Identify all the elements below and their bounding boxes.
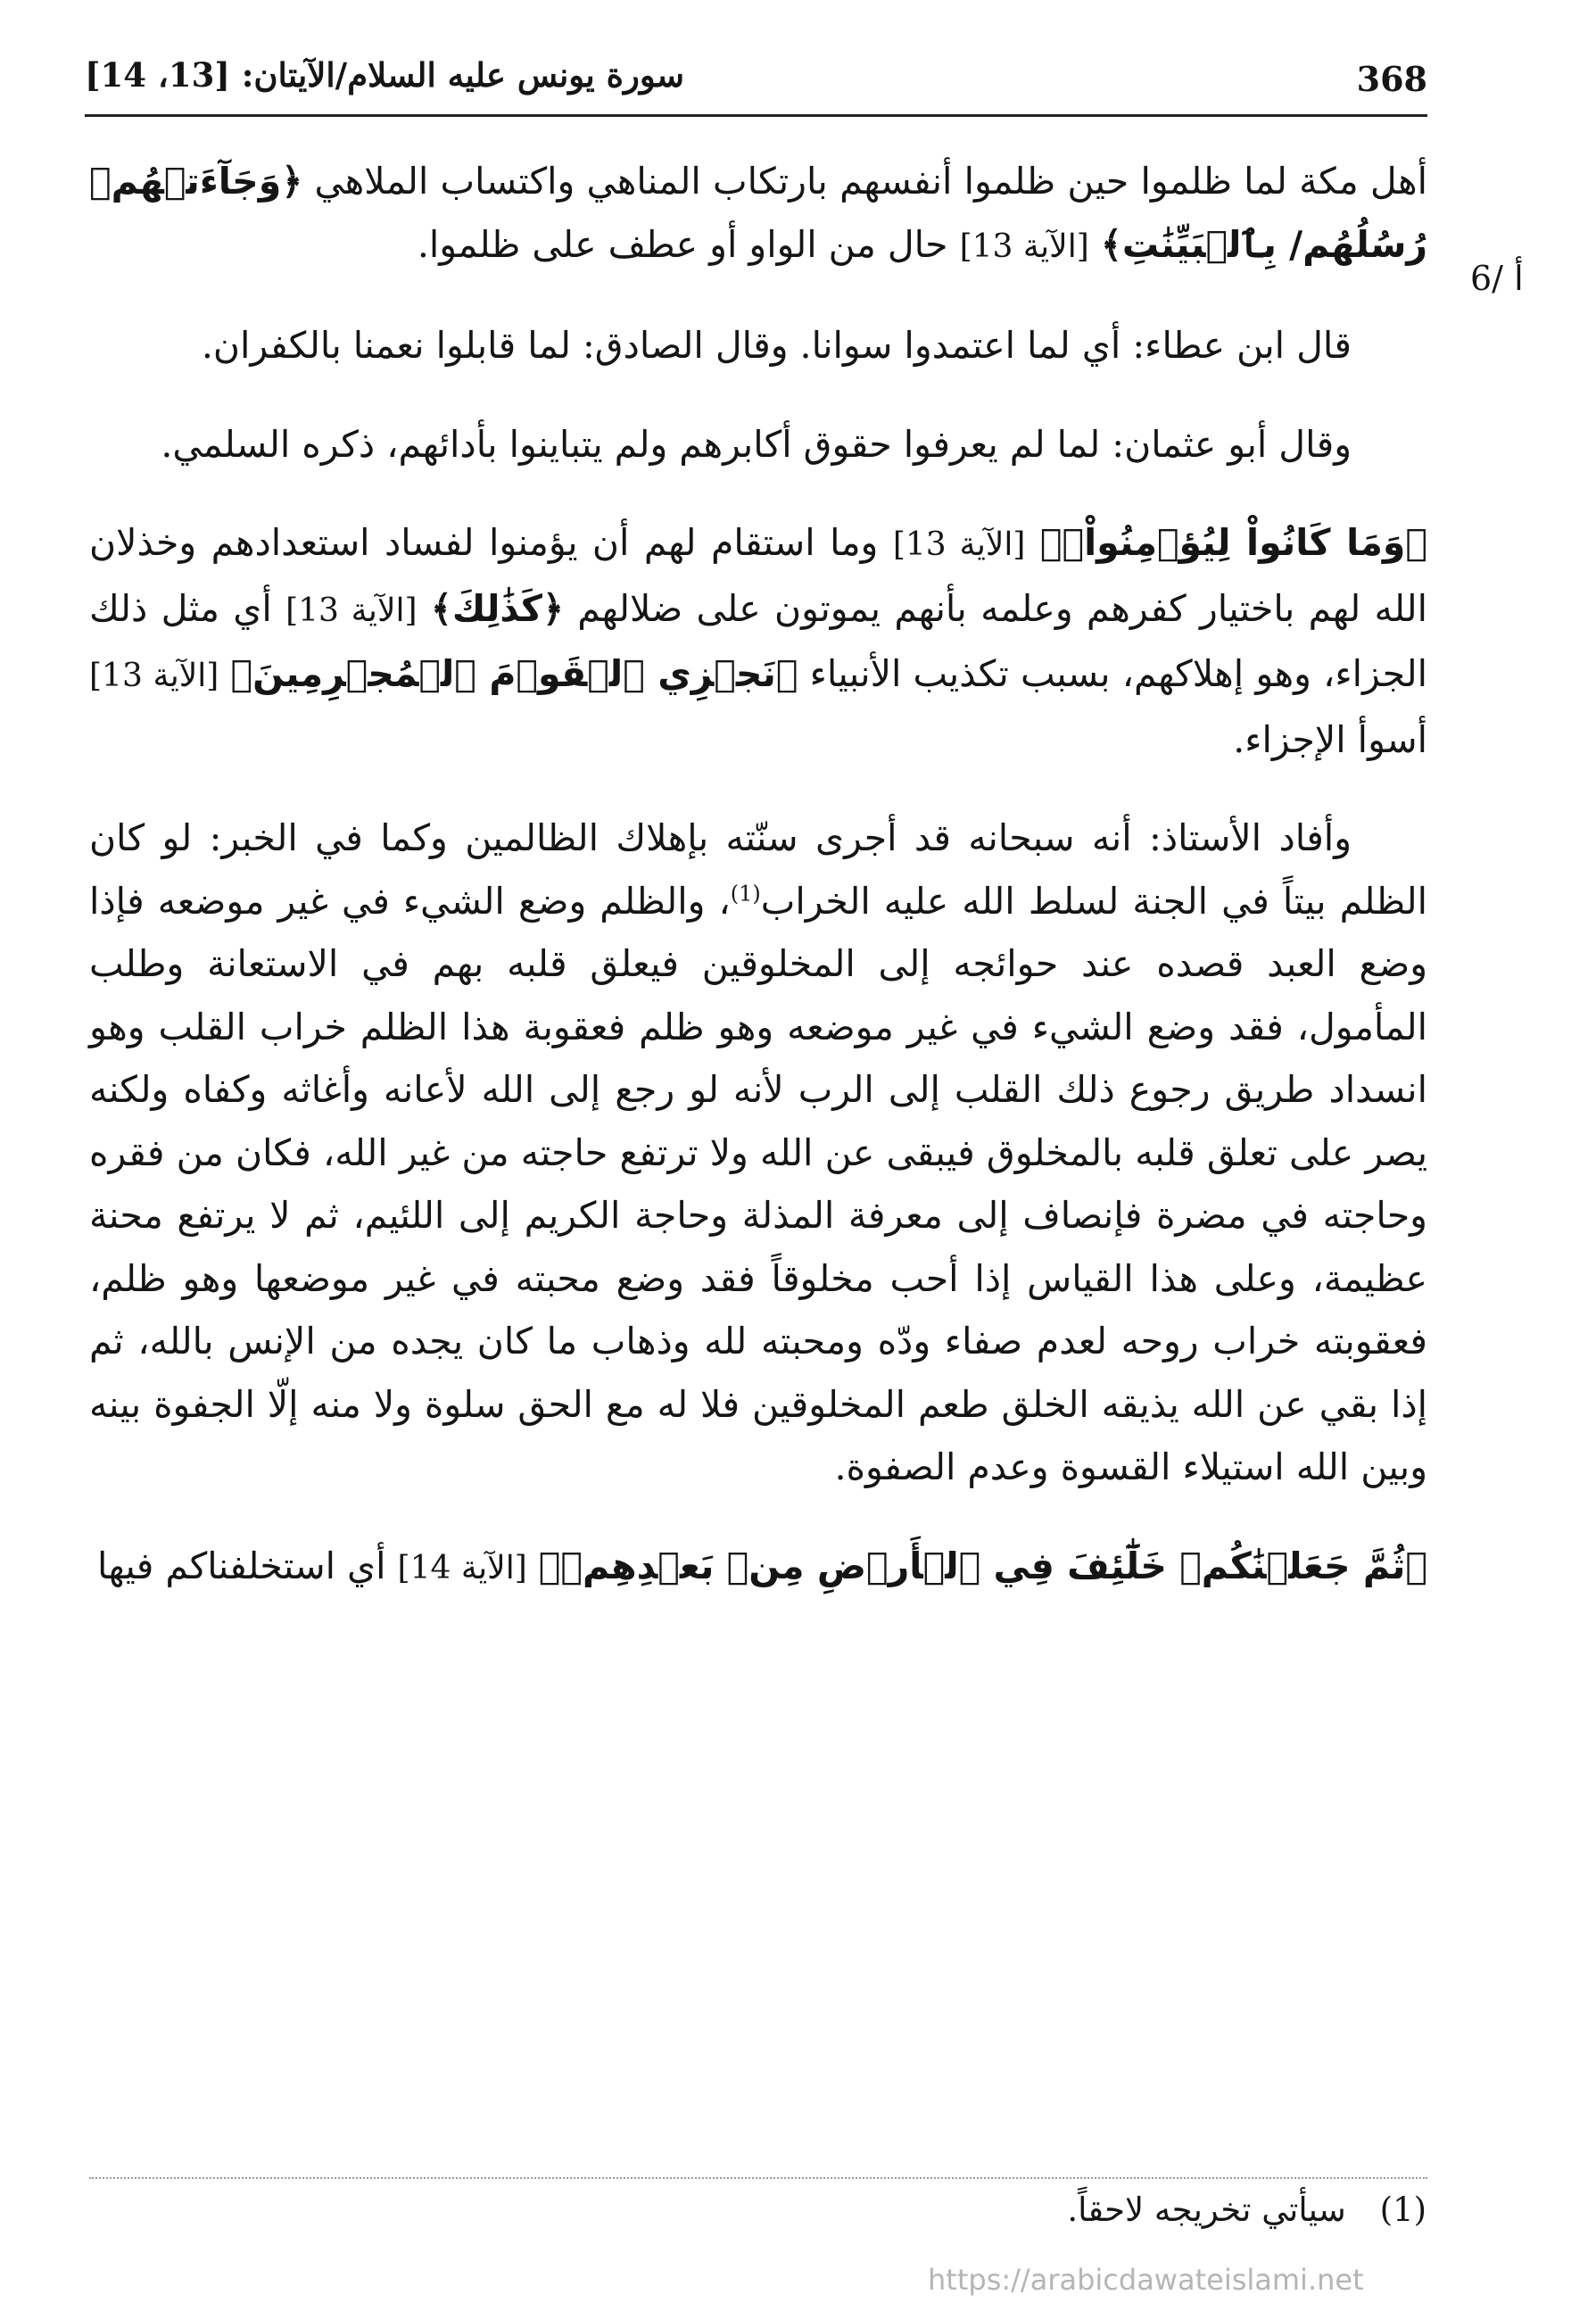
footnote-number: (1): [1379, 2191, 1426, 2229]
paragraph-3-text: وقال أبو عثمان: لما لم يعرفوا حقوق أكابرهم ولم يتباينوا بأدائهم، ذكره السلمي.: [161, 422, 1352, 466]
paragraph-4: [89, 511, 1427, 771]
paragraph-3: [89, 413, 1427, 476]
footnote: [1067, 2191, 1426, 2229]
page-number: 368: [1356, 59, 1427, 99]
margin-manuscript-ref: 6/ أ: [1470, 259, 1524, 298]
quran-quote: ﴿كَذَٰلِكَ﴾: [430, 586, 564, 630]
footnote-separator: [89, 2177, 1427, 2179]
running-header: [85, 55, 1427, 109]
paragraph-5: [89, 807, 1427, 1499]
paragraph-5-text: ، والظلم وضع الشيء في غير موضعه فإذا وضع العبد قصده عند حوائجه إلى المخلوقين فيعلق قلبه بهم في الاستعانة وطلب المأمول، فقد وضع الشيء في غير موضعه وهو ظلم فعقوبة هذا الظلم خراب القلب وهو انسداد طريق رجوع ذلك القلب إلى الرب لأنه لو رجع إلى الله لأعانه وأغاثه وكفاه ولكنه يصر على تعلق قلبه بالمخلوق فيبقى عن الله ولا ترتفع حاجته من غير الله، فكان من فقره وحاجته في مضرة فإنصاف إلى معرفة المذلة وحاجة الكريم إلى اللئيم، ثم لا يرتفع محنة عظيمة، وعلى هذا القياس إذا أحب مخلوقاً فقد وضع محبته في غير موضعها وهو ظلم، فعقوبته خراب روحه لعدم صفاء ودّه ومحبته لله وذهاب ما كان يجده من الإنس بالله، ثم إذا بقي عن الله يذيقه الخلق طعم المخلوقين فلا له مع الحق سلوة ولا منه إلّا الجفوة بينه وبين الله استيلاء القسوة وعدم الصفوة.: [89, 879, 1427, 1488]
paragraph-4-text: وما استقام لهم أن يؤمنوا لفساد استعدادهم وخذلان الله لهم باختيار كفرهم وعلمه بأنهم يموتون على ضلالهم: [89, 521, 1427, 630]
quran-quote: ﴿نَجۡزِي ٱلۡقَوۡمَ ٱلۡمُجۡرِمِينَ﴾: [230, 652, 798, 695]
verse-ref: [الآية 13]: [892, 526, 1026, 563]
quran-quote: ﴿وَمَا كَانُواْ لِيُؤۡمِنُواْۚ﴾: [1039, 521, 1427, 564]
paragraph-1-text: حال من الواو أو عطف على ظلموا.: [417, 222, 948, 266]
paragraph-1-line: أهل مكة لما ظلموا حين ظلموا أنفسهم بارتكاب المناهي واكتساب الملاهي: [314, 160, 1427, 203]
watermark-url: https://arabicdawateislami.net: [928, 2263, 1364, 2297]
paragraph-6: [89, 1535, 1427, 1601]
quran-quote: ﴿ثُمَّ جَعَلۡنَٰكُمۡ خَلَٰٓئِفَ فِي ٱلۡأَرۡضِ مِنۢ بَعۡدِهِمۡ﴾: [538, 1544, 1427, 1587]
verse-ref: [الآية 13]: [959, 228, 1089, 265]
paragraph-6-text: أي استخلفناكم فيها: [97, 1544, 386, 1587]
verse-ref: [الآية 13]: [285, 592, 418, 629]
paragraph-1: [89, 150, 1427, 278]
header-title: سورة يونس عليه السلام/الآيتان: [13، 14]: [85, 55, 684, 95]
quran-quote: ﴿وَجَآءَتۡهُمۡ رُسُلُهُم/ بِٱلۡبَيِّنَٰتِ﴾: [89, 160, 1427, 266]
paragraph-4-text: أسوأ الإجزاء.: [1233, 717, 1427, 761]
paragraph-2-text: قال ابن عطاء: أي لما اعتمدوا سوانا. وقال الصادق: لما قابلوا نعمنا بالكفران.: [201, 324, 1352, 367]
header-rule: [85, 114, 1427, 117]
verse-ref: [الآية 13]: [89, 658, 219, 694]
paragraph-4-text: أي مثل ذلك الجزاء، وهو إهلاكهم، بسبب تكذيب الأنبياء: [89, 586, 1427, 695]
footnote-marker[interactable]: (1): [730, 880, 761, 906]
paragraph-2: [89, 314, 1427, 377]
verse-ref: [الآية 14]: [397, 1549, 527, 1586]
paragraph-5-text: وأفاد الأستاذ: أنه سبحانه قد أجرى سنّته بإهلاك الظالمين وكما في الخبر: لو كان الظلم بيتاً في الجنة لسلط الله عليه الخراب: [89, 816, 1427, 923]
main-text: [89, 150, 1427, 1600]
footnote-text: سيأتي تخريجه لاحقاً.: [1067, 2191, 1346, 2229]
